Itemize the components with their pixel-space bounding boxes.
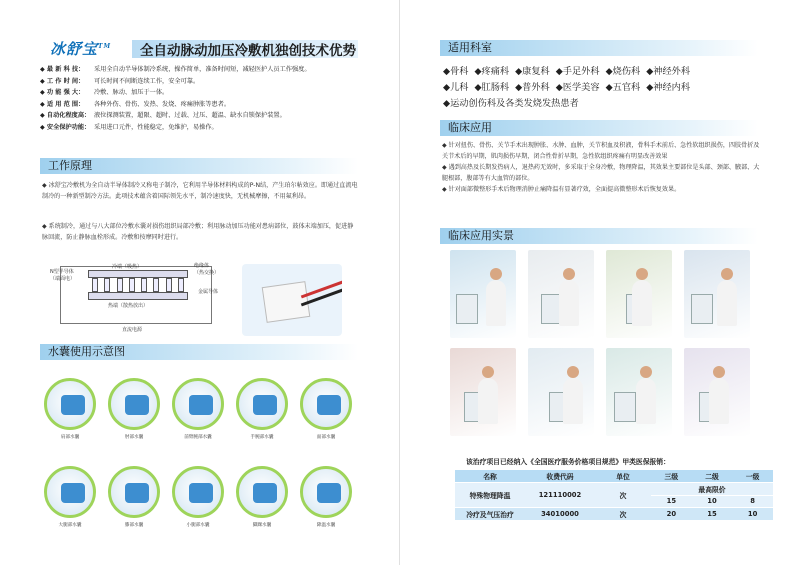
- department-item: ◆疼痛科: [474, 66, 510, 77]
- table-caption: 该治疗项目已经纳入《全国医疗服务价格项目规范》甲类医保报销：: [466, 458, 670, 466]
- col-header: 单位: [595, 470, 651, 483]
- water-bag-item: [234, 378, 290, 440]
- feature-key: ◆ 适 用 范 围：: [40, 100, 85, 108]
- water-bag-item: [234, 466, 290, 528]
- clinical-photo: [606, 250, 672, 338]
- brand-logo: 冰舒宝™: [50, 40, 112, 58]
- feature-value: 液位探测装置，超限、超时、过载、过压、超温、缺水自锁保护装置。: [94, 112, 286, 119]
- feature-row: [40, 64, 360, 76]
- water-bag-item: [170, 466, 226, 528]
- feature-key: ◆ 最 新 科 技：: [40, 66, 85, 73]
- clinical-item: ◆ 针对面部微整形手术后物理消肿止痛降温有显著疗效，全面提高微整形术后恢复效果。: [442, 186, 681, 193]
- department-item: ◆肛肠科: [474, 82, 510, 93]
- water-bag-item: [170, 378, 226, 440]
- cell-level3: 15: [651, 495, 692, 508]
- clinical-photo: [684, 250, 750, 338]
- diagram-label: 金属导体: [198, 289, 219, 295]
- principle-paragraph-1: ◆ 冰舒宝冷敷机为全自动半导体制冷又称电子制冷，它利用半导体材料构成的P-N结，产生珀尔帖效应。即通过直流电制冷的一种新型制冷方法。此项技术蕴含着国际领先水平，制冷速度快，无机械摩擦，不用氟利昂。: [42, 182, 358, 200]
- department-row: [443, 64, 763, 80]
- department-item: ◆运动创伤科及各类发烧发热患者: [443, 98, 579, 109]
- water-bag-item: [298, 466, 354, 528]
- department-list: [443, 64, 763, 112]
- col-header: 名称: [455, 470, 525, 483]
- department-item: ◆烧伤科: [605, 66, 641, 77]
- department-item: ◆神经内科: [646, 82, 691, 93]
- cell-unit: 次: [595, 483, 651, 508]
- feature-key: ◆ 安全保护功能：: [40, 123, 91, 131]
- diagram-label: 直流电源: [122, 327, 143, 333]
- clinical-photo: [606, 348, 672, 436]
- cell-name: 冷疗及气压治疗: [455, 508, 525, 521]
- clinical-photo: [450, 250, 516, 338]
- water-bag-caption: 肩部水囊: [60, 435, 80, 440]
- section-heading-clinical: 临床应用: [440, 120, 758, 136]
- clinical-item: ◆ 遇到高热及长期发热病人，退热药无效时，多采取于全身冷敷，物理降温，其效果主要部位是头部、颈部、腋部、大腿根部，腹部等有大血管的部位。: [442, 164, 760, 182]
- cell-unit: 次: [595, 508, 651, 521]
- water-bag-image: [172, 466, 224, 518]
- feature-key: ◆ 工 作 时 间：: [40, 77, 85, 85]
- feature-key: ◆ 自动化程度高：: [40, 112, 91, 119]
- water-bag-image: [44, 378, 96, 430]
- department-item: ◆神经外科: [646, 66, 691, 77]
- cell-name: 特殊物理降温: [455, 483, 525, 508]
- feature-value: 可长时间不间断连续工作，安全可靠。: [94, 77, 200, 85]
- cell-level1: 8: [732, 495, 773, 508]
- clinical-list: [442, 141, 760, 197]
- feature-row: [40, 99, 360, 111]
- semiconductor-cells: [92, 278, 184, 292]
- feature-row: [40, 76, 360, 88]
- table-row: [455, 483, 773, 496]
- water-bag-item: [42, 466, 98, 528]
- department-row: [443, 96, 763, 112]
- department-item: ◆普外科: [515, 82, 550, 93]
- water-bag-caption: 前臂腕部水囊: [184, 435, 212, 440]
- water-bag-item: [106, 466, 162, 528]
- department-item: ◆手足外科: [555, 66, 600, 77]
- cold-plate: [88, 270, 188, 278]
- cell-code: 121110002: [525, 483, 595, 508]
- department-item: ◆儿科: [443, 82, 469, 93]
- principle-paragraph-2: ◆ 系统制冷，通过与八大部位冷敷水囊对损伤组织局部冷敷；利用脉动加压功能对患病部位，鼓体末端加压，促进静脉回流，防止静脉血栓形成。冷敷和按摩同时进行。: [42, 223, 354, 241]
- diagram-label: N型半导体: [50, 269, 74, 275]
- price-table: [455, 470, 773, 521]
- water-bag-caption: 肘部水囊: [124, 435, 144, 440]
- table-row: [455, 508, 773, 521]
- water-bag-image: [300, 378, 352, 430]
- water-bag-image: [108, 378, 160, 430]
- clinical-photo: [684, 348, 750, 436]
- col-header: 一级: [732, 470, 773, 483]
- feature-value: 采用进口元件，性能稳定，免维护，易操作。: [94, 123, 218, 131]
- feature-value: 采用全自动半导体制冷系统，操作简单，准备时间短，减轻医护人员工作强度。: [94, 66, 311, 73]
- diagram-label: （端面电）: [50, 276, 76, 282]
- water-bag-caption: 降温水囊: [316, 523, 336, 528]
- table-header-row: [455, 470, 773, 483]
- department-row: [443, 80, 763, 96]
- clinical-photo: [528, 348, 594, 436]
- clinical-photo: [450, 348, 516, 436]
- cell-level1: 10: [732, 508, 773, 521]
- department-item: ◆五官科: [605, 82, 641, 93]
- diagram-label: 热端（散热放出）: [108, 303, 149, 309]
- feature-row: [40, 110, 360, 122]
- water-bag-item: [42, 378, 98, 440]
- water-bag-image: [236, 378, 288, 430]
- subheader-price-limit: 最高限价: [651, 483, 773, 496]
- feature-row: [40, 122, 360, 134]
- feature-value: 各种外伤、骨伤、发热、发烧、疼痛肿胀等患者。: [94, 100, 231, 108]
- water-bag-caption: 脚踝水囊: [252, 523, 272, 528]
- cell-level2: 10: [692, 495, 733, 508]
- page-title: 全自动脉动加压冷敷机独创技术优势: [140, 43, 356, 59]
- feature-list: [40, 64, 360, 133]
- diagram-label: 绝缘体: [194, 263, 210, 269]
- water-bag-caption: 膝部水囊: [124, 523, 144, 528]
- water-bag-image: [172, 378, 224, 430]
- water-bag-item: [106, 378, 162, 440]
- water-bag-caption: 面部水囊: [316, 435, 336, 440]
- cell-level2: 15: [692, 508, 733, 521]
- clinical-photo: [528, 250, 594, 338]
- feature-key: ◆ 功 能 强 大：: [40, 89, 85, 96]
- water-bag-caption: 小腿部水囊: [186, 523, 210, 528]
- section-heading-bags: 水囊使用示意图: [40, 344, 358, 360]
- right-page: [400, 0, 800, 565]
- water-bag-image: [300, 466, 352, 518]
- clinical-photo-grid: [450, 250, 760, 440]
- peltier-diagram: [48, 258, 226, 340]
- water-bag-image: [236, 466, 288, 518]
- section-heading-photos: 临床应用实景: [440, 228, 758, 244]
- feature-row: [40, 87, 360, 99]
- water-bag-image: [44, 466, 96, 518]
- feature-value: 冷敷、脉动、加压于一体。: [94, 89, 169, 96]
- col-header: 二级: [692, 470, 733, 483]
- col-header: 三级: [651, 470, 692, 483]
- department-item: ◆医学美容: [555, 82, 600, 93]
- department-item: ◆康复科: [515, 66, 550, 77]
- water-bag-item: [298, 378, 354, 440]
- hot-plate: [88, 292, 188, 300]
- col-header: 收费代码: [525, 470, 595, 483]
- peltier-module-photo: [242, 264, 342, 336]
- clinical-item: ◆ 针对扭伤、骨伤、关节手术出现肿胀、水肿、血肿，关节积血及积液，骨科手术前后、急性软组织损伤，四肢骨折及关节术后的早期，肌肉损伤早期，闭合性骨折早期，急性软组织疼痛有明显改善效果: [442, 142, 760, 160]
- water-bag-image: [108, 466, 160, 518]
- water-bag-caption: 大腿部水囊: [58, 523, 82, 528]
- diagram-label: 冷端（吸热）: [112, 264, 143, 270]
- cell-code: 34010000: [525, 508, 595, 521]
- section-heading-principle: 工作原理: [40, 158, 358, 174]
- section-heading-departments: 适用科室: [440, 40, 758, 56]
- diagram-label: （热交换）: [194, 270, 220, 276]
- water-bag-caption: 手腕部水囊: [250, 435, 274, 440]
- cell-level3: 20: [651, 508, 692, 521]
- title-band: [40, 38, 355, 60]
- department-item: ◆骨科: [443, 66, 469, 77]
